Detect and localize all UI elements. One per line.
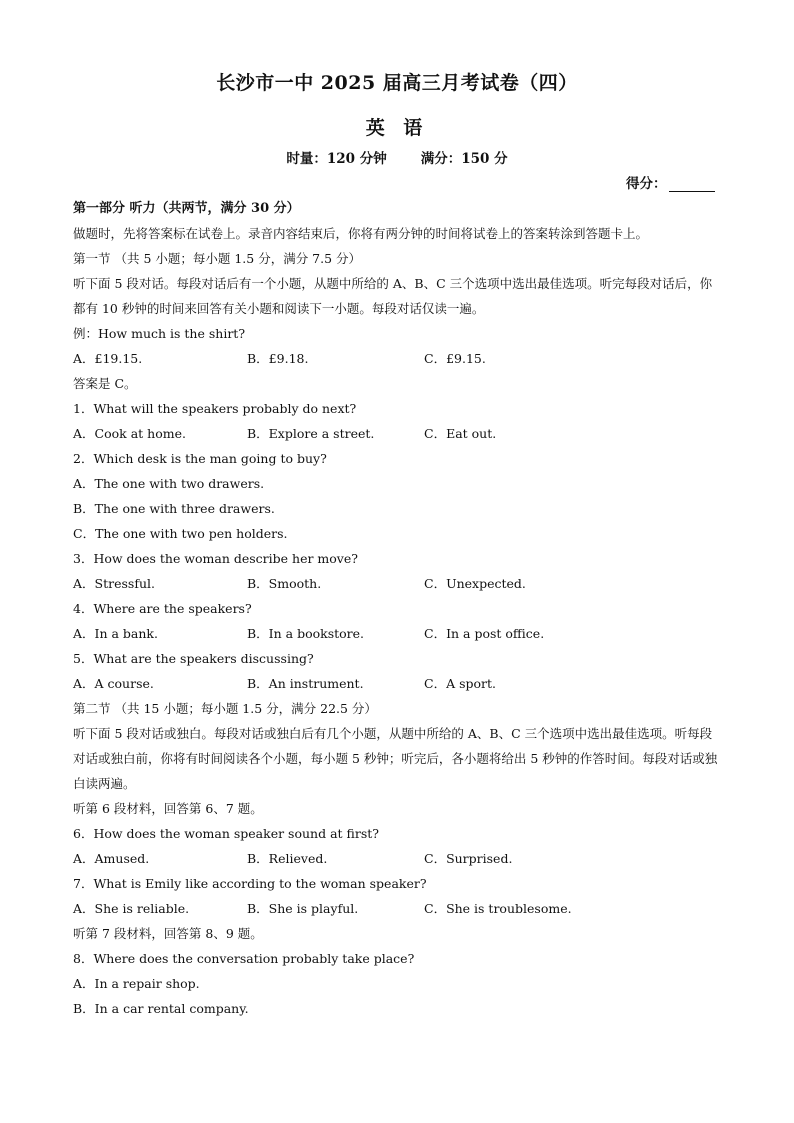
question-4-options (73, 621, 723, 646)
option-b: B．She is playful. (247, 901, 359, 916)
option-a: A．The one with two drawers. (73, 476, 265, 491)
example-question: 例：How much is the shirt? (73, 326, 246, 341)
question-5: 5．What are the speakers discussing? (73, 651, 314, 666)
question-8: 8．Where does the conversation probably take place? (73, 951, 415, 966)
option-a: A．A course. (73, 676, 154, 691)
option-c: C．Surprised. (424, 851, 513, 866)
score-field (626, 172, 715, 192)
option-a: A．In a repair shop. (73, 976, 200, 991)
score-blank (669, 177, 715, 192)
question-7-options (73, 896, 723, 921)
example-options (73, 346, 723, 371)
option-c: C．The one with two pen holders. (73, 526, 288, 541)
option-b: B．In a car rental company. (73, 1001, 249, 1016)
question-4: 4．Where are the speakers? (73, 601, 252, 616)
exam-title: 长沙市一中 2025 届高三月考试卷（四） (216, 72, 578, 94)
question-3: 3．How does the woman describe her move? (73, 551, 358, 566)
exam-meta (0, 147, 794, 167)
question-6: 6．How does the woman speaker sound at first? (73, 826, 379, 841)
section1-heading: 第一节 （共 5 小题；每小题 1.5 分，满分 7.5 分） (73, 251, 362, 266)
option-b: B．Relieved. (247, 851, 328, 866)
option-b: B．Explore a street. (247, 426, 375, 441)
option-c: C．Unexpected. (424, 576, 526, 591)
part1-heading: 第一部分 听力（共两节，满分 30 分） (73, 201, 300, 216)
part1-instruction: 做题时，先将答案标在试卷上。录音内容结束后，你将有两分钟的时间将试卷上的答案转涂到答题卡上。 (73, 226, 649, 241)
exam-content (73, 196, 723, 1021)
option-c: C．Eat out. (424, 426, 497, 441)
option-c: C．A sport. (424, 676, 496, 691)
question-3-options (73, 571, 723, 596)
option-a: A．Amused. (73, 851, 150, 866)
question-6-options (73, 846, 723, 871)
option-a: A．In a bank. (73, 626, 158, 641)
time-limit: 时量：120 分钟 (286, 151, 387, 167)
option-c: C．She is troublesome. (424, 901, 572, 916)
section2-instruction: 听下面 5 段对话或独白。每段对话或独白后有几个小题，从题中所给的 A、B、C 三个选项中选出最佳选项。听每段对话或独白前，你将有时间阅读各个小题，每小题 5 秒钟；听完后，各小题将给出 5 秒钟的作答时间。每段对话或独白读两遍。 (73, 726, 718, 791)
question-5-options (73, 671, 723, 696)
example-answer: 答案是 C。 (73, 376, 137, 391)
question-7: 7．What is Emily like according to the woman speaker? (73, 876, 427, 891)
option-b: B．The one with three drawers. (73, 501, 275, 516)
section2-heading: 第二节 （共 15 小题；每小题 1.5 分，满分 22.5 分） (73, 701, 377, 716)
option-c: C．In a post office. (424, 626, 545, 641)
score-label: 得分： (626, 176, 667, 192)
question-1: 1．What will the speakers probably do next? (73, 401, 357, 416)
material-7-note: 听第 7 段材料，回答第 8、9 题。 (73, 926, 263, 941)
subject-title: 英 语 (365, 117, 429, 139)
question-1-options (73, 421, 723, 446)
option-b: B．£9.18. (247, 351, 309, 366)
option-b: B．Smooth. (247, 576, 322, 591)
material-6-note: 听第 6 段材料，回答第 6、7 题。 (73, 801, 263, 816)
option-c: C．£9.15. (424, 351, 486, 366)
full-score: 满分：150 分 (420, 151, 508, 167)
question-2: 2．Which desk is the man going to buy? (73, 451, 327, 466)
option-a: A．Cook at home. (73, 426, 186, 441)
section1-instruction: 听下面 5 段对话。每段对话后有一个小题，从题中所给的 A、B、C 三个选项中选出最佳选项。听完每段对话后，你都有 10 秒钟的时间来回答有关小题和阅读下一小题。每段对话仅读一遍。 (73, 276, 713, 316)
option-a: A．£19.15. (73, 351, 143, 366)
option-a: A．Stressful. (73, 576, 155, 591)
option-b: B．In a bookstore. (247, 626, 365, 641)
option-b: B．An instrument. (247, 676, 364, 691)
option-a: A．She is reliable. (73, 901, 190, 916)
